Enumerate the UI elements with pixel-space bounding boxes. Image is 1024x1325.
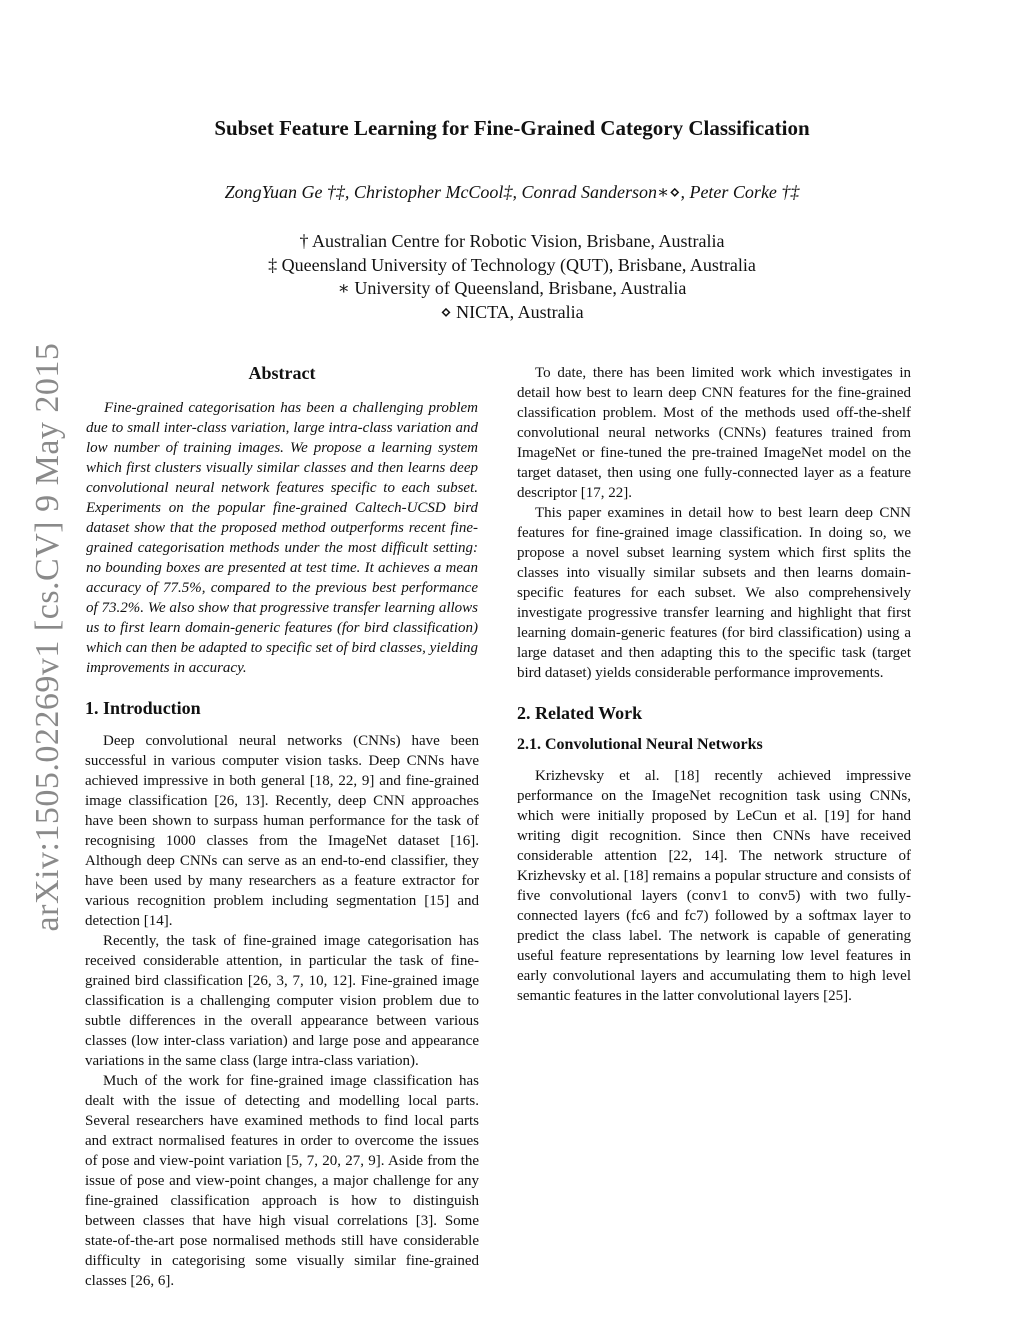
cnn-subsection-heading: 2.1. Convolutional Neural Networks	[517, 736, 763, 753]
intro-paragraph-5: This paper examines in detail how to best learn deep CNN features for fine-grained image classification. In doing so, we propose a novel subset learning system which first splits the classes into visually similar subsets and then learns domain-specific features for each subset. We also comprehensively investigate progressive transfer learning and highlight that first learning domain-generic features (for bird classification) using a large dataset and then adapting this to the specific task (target bird dataset) yields considerable performance improvements.	[517, 505, 911, 681]
affiliation-1: † Australian Centre for Robotic Vision, Brisbane, Australia	[299, 231, 725, 251]
intro-paragraph-3: Much of the work for fine-grained image classification has dealt with the issue of detecting and modelling local parts. Several researchers have examined methods to find local parts and extract normalised features in order to overcome the issues of pose and view-point variation [5, 7, 20, 27, 9]. Aside from the issue of pose and view-point changes, a major challenge for any fine-grained classification approach is how to distinguish between classes that have high visual correlations [3]. Some state-of-the-art pose normalised methods still have considerable difficulty in categorising some visually similar fine-grained classes [26, 6].	[85, 1073, 479, 1289]
paper-title: Subset Feature Learning for Fine-Grained Category Classification	[214, 116, 810, 140]
related-work-heading: 2. Related Work	[517, 703, 643, 723]
abstract-heading: Abstract	[248, 363, 316, 383]
affiliation-3: ∗ University of Queensland, Brisbane, Australia	[337, 278, 687, 298]
right-column	[517, 363, 911, 1006]
abstract-text: Fine-grained categorisation has been a challenging problem due to small inter-class variation, large intra-class variation and low number of training images. We propose a learning system which first clusters visually similar classes and then learns deep convolutional neural network features specific to each subset. Experiments on the popular fine-grained Caltech-UCSD bird dataset show that the proposed method outperforms recent fine-grained categorisation methods under the most difficult setting: no bounding boxes are presented at test time. It achieves a mean accuracy of 77.5%, compared to the previous best performance of 73.2%. We also show that progressive transfer learning allows us to first learn domain-generic features (for bird classification) which can then be adapted to specific set of bird classes, yielding improvements in accuracy.	[86, 400, 478, 676]
affiliation-2: ‡ Queensland University of Technology (QUT), Brisbane, Australia	[268, 254, 756, 275]
intro-paragraph-4: To date, there has been limited work which investigates in detail how best to learn deep CNN features for the fine-grained classification problem. Most of the methods used off-the-shelf convolutional neural networks (CNNs) features trained from ImageNet or fine-tuned the pre-trained ImageNet model on the target dataset, then using one fully-connected layer as a feature descriptor [17, 22].	[517, 365, 911, 501]
author-list: ZongYuan Ge †‡, Christopher McCool‡, Conrad Sanderson∗⋄, Peter Corke †‡	[224, 182, 800, 202]
arxiv-id: arXiv:1505.02269v1 [cs.CV] 9 May 2015	[29, 342, 66, 932]
intro-paragraph-2: Recently, the task of fine-grained image categorisation has received considerable attention, in particular the task of fine-grained bird classification [26, 3, 7, 10, 12]. Fine-grained image classification is a challenging computer vision problem due to subtle differences in the overall appearance between various classes (low inter-class variation) and large pose and appearance variations in the same class (large intra-class variation).	[85, 933, 479, 1069]
left-column	[85, 363, 479, 1289]
intro-heading: 1. Introduction	[85, 698, 201, 718]
affiliations	[0, 230, 1024, 324]
related-paragraph-1: Krizhevsky et al. [18] recently achieved impressive performance on the ImageNet recognition task using CNNs, which were initially proposed by LeCun et al. [19] for hand writing digit recognition. Since then CNNs have received considerable attention [22, 14]. The network structure of Krizhevsky et al. [18] remains a popular structure and consists of five convolutional layers (conv1 to conv5) with two fully-connected layers (fc6 and fc7) followed by a softmax layer to predict the class label. The network is capable of generating useful feature representations by learning low level features in early convolutional layers and accumulating them to high level semantic features in the latter convolutional layers [25].	[517, 768, 911, 1004]
affiliation-4: ⋄ NICTA, Australia	[440, 301, 584, 322]
intro-paragraph-1: Deep convolutional neural networks (CNNs) have been successful in various computer vision tasks. Deep CNNs have achieved impressive in both general [18, 22, 9] and fine-grained image classification [26, 13]. Recently, deep CNN approaches have been shown to surpass human performance for the task of recognising 1000 classes from the ImageNet dataset [16]. Although deep CNNs can serve as an end-to-end classifier, they have been used by many researchers as a feature extractor for various recognition problem including segmentation [15] and detection [14].	[85, 733, 479, 929]
